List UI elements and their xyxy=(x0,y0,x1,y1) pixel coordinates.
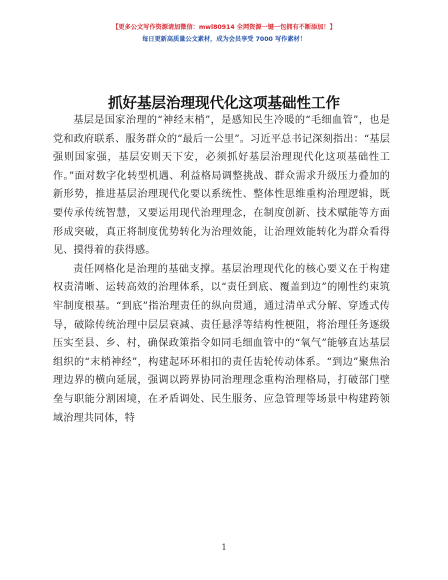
paragraph: 基层是国家治理的“神经末梢”，是感知民生冷暖的“毛细血管”，也是党和政府联系、服务群众的“最后一公里”。习近平总书记深刻指出：“基层强则国家强，基层安则天下安，必须抓好基层治理现代化这项基础性工作。”面对数字化转型机遇、利益格局调整挑战、群众需求升级压力叠加的新形势，推进基层治理现代化要以系统性、整体性思维重构治理逻辑，既要传承传统智慧，又要运用现代治理理念，在制度创新、技术赋能等方面形成突破，真正将制度优势转化为治理效能，让治理效能转化为群众看得见、摸得着的获得感。 xyxy=(53,115,390,257)
paragraph: 责任网格化是治理的基础支撑。基层治理现代化的核心要义在于构建权责清晰、运转高效的治理体系，以“责任到底、覆盖到边”的刚性约束筑牢制度根基。“到底”指治理责任的纵向贯通，通过清单式分解、穿透式传导，破除传统治理中层层衰减、责任悬浮等结构性梗阻，将治理任务逐级压实至县、乡、村，确保政策指令如同毛细血管中的“氧气”能够直达基层组织的“末梢神经”，构建起环环相扣的责任齿轮传动体系。“到边”聚焦治理边界的横向延展，强调以跨界协同治理理念重构治理格局，打破部门壁垒与职能分割困境，在矛盾调处、民生服务、应急管理等场景中构建跨领域治理共同体，特 xyxy=(53,263,390,424)
article-title: 抓好基层治理现代化这项基础性工作 xyxy=(108,95,340,112)
article-body xyxy=(53,112,390,428)
promo-banner-blue: 每日更新高质量公文素材，成为会员享受 7000 写作素材！ xyxy=(142,36,306,43)
promo-banner-red: 【更多公文写作资源请加微信：mwl80914 全网资源一键一包拥有不断添加！】 xyxy=(112,24,336,31)
page-number: 1 xyxy=(221,543,227,552)
